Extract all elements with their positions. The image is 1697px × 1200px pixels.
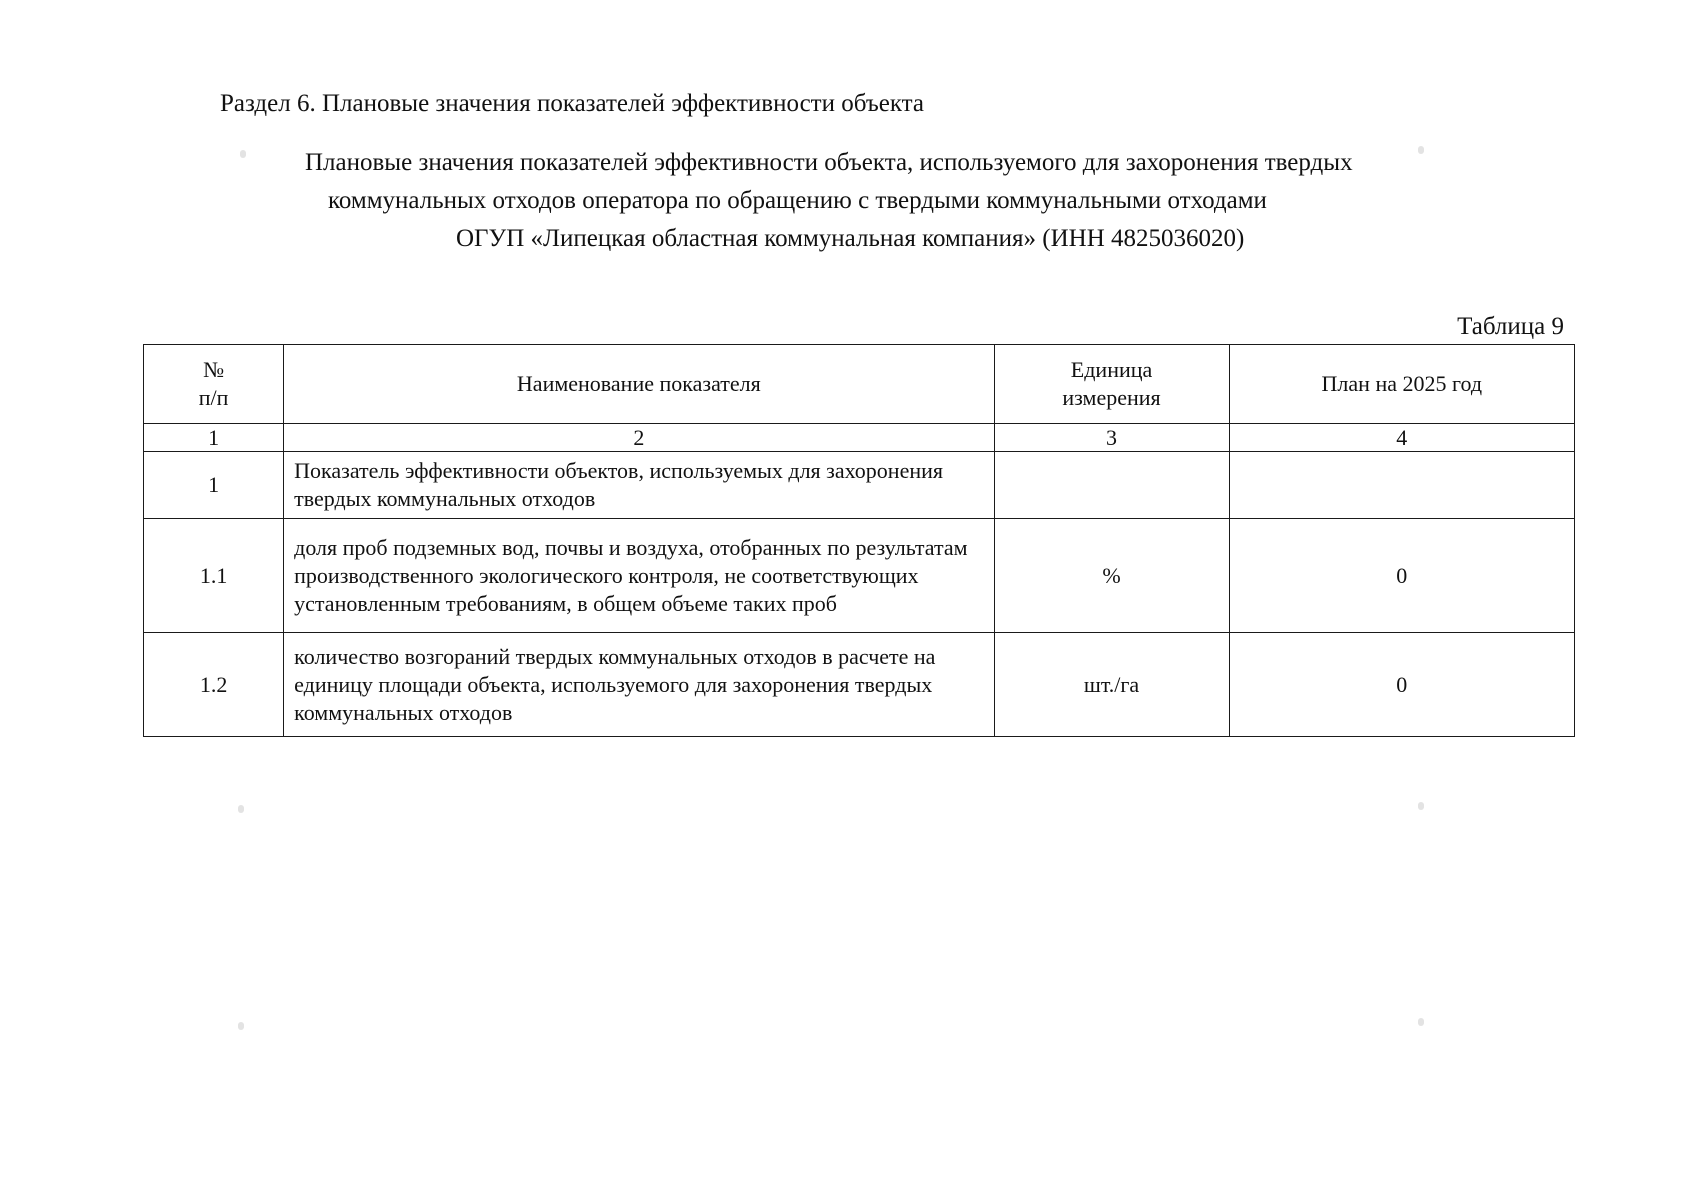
- row-unit: %: [994, 519, 1229, 633]
- table-header-row: [144, 345, 1575, 424]
- row-plan-value: 0: [1229, 519, 1574, 633]
- header-num-line2: п/п: [198, 385, 229, 410]
- column-index-row: [144, 424, 1575, 452]
- header-unit-line1: Единица: [1070, 357, 1153, 382]
- indicators-table: [143, 344, 1575, 737]
- row-number: 1.1: [144, 519, 284, 633]
- column-index-cell: 1: [144, 424, 284, 452]
- column-index-cell: 4: [1229, 424, 1574, 452]
- scan-speck: [1418, 1018, 1424, 1026]
- header-name: Наименование показателя: [284, 345, 994, 424]
- table-row: [144, 519, 1575, 633]
- column-index-cell: 3: [994, 424, 1229, 452]
- scan-speck: [238, 1022, 244, 1030]
- header-plan: План на 2025 год: [1229, 345, 1574, 424]
- row-unit: шт./га: [994, 633, 1229, 737]
- title-line-1: Плановые значения показателей эффективности объекта, используемого для захоронения твердых: [305, 149, 1353, 176]
- row-plan-value: 0: [1229, 633, 1574, 737]
- scan-speck: [238, 805, 244, 813]
- row-number: 1.2: [144, 633, 284, 737]
- title-line-2: коммунальных отходов оператора по обращению с твердыми коммунальными отходами: [328, 187, 1267, 214]
- row-unit: [994, 452, 1229, 519]
- header-num-line1: №: [203, 357, 225, 382]
- table-row: [144, 633, 1575, 737]
- section-heading: Раздел 6. Плановые значения показателей эффективности объекта: [220, 90, 925, 117]
- row-indicator-name: количество возгораний твердых коммунальных отходов в расчете на единицу площади объекта, используемого для захоронения твердых коммунальных отходов: [284, 633, 994, 737]
- row-plan-value: [1229, 452, 1574, 519]
- scan-speck: [1418, 146, 1424, 154]
- row-indicator-name: доля проб подземных вод, почвы и воздуха, отобранных по результатам производственного экологического контроля, не соответствующих установленным требованиям, в общем объеме таких проб: [284, 519, 994, 633]
- header-num: [144, 345, 284, 424]
- table-row: [144, 452, 1575, 519]
- row-number: 1: [144, 452, 284, 519]
- scan-speck: [1418, 802, 1424, 810]
- scan-speck: [240, 150, 246, 158]
- title-line-3: ОГУП «Липецкая областная коммунальная компания» (ИНН 4825036020): [456, 225, 1245, 252]
- header-unit-line2: измерения: [1062, 385, 1161, 410]
- table-caption: Таблица 9: [1457, 313, 1564, 340]
- row-indicator-name: Показатель эффективности объектов, используемых для захоронения твердых коммунальных отходов: [284, 452, 994, 519]
- header-unit: [994, 345, 1229, 424]
- column-index-cell: 2: [284, 424, 994, 452]
